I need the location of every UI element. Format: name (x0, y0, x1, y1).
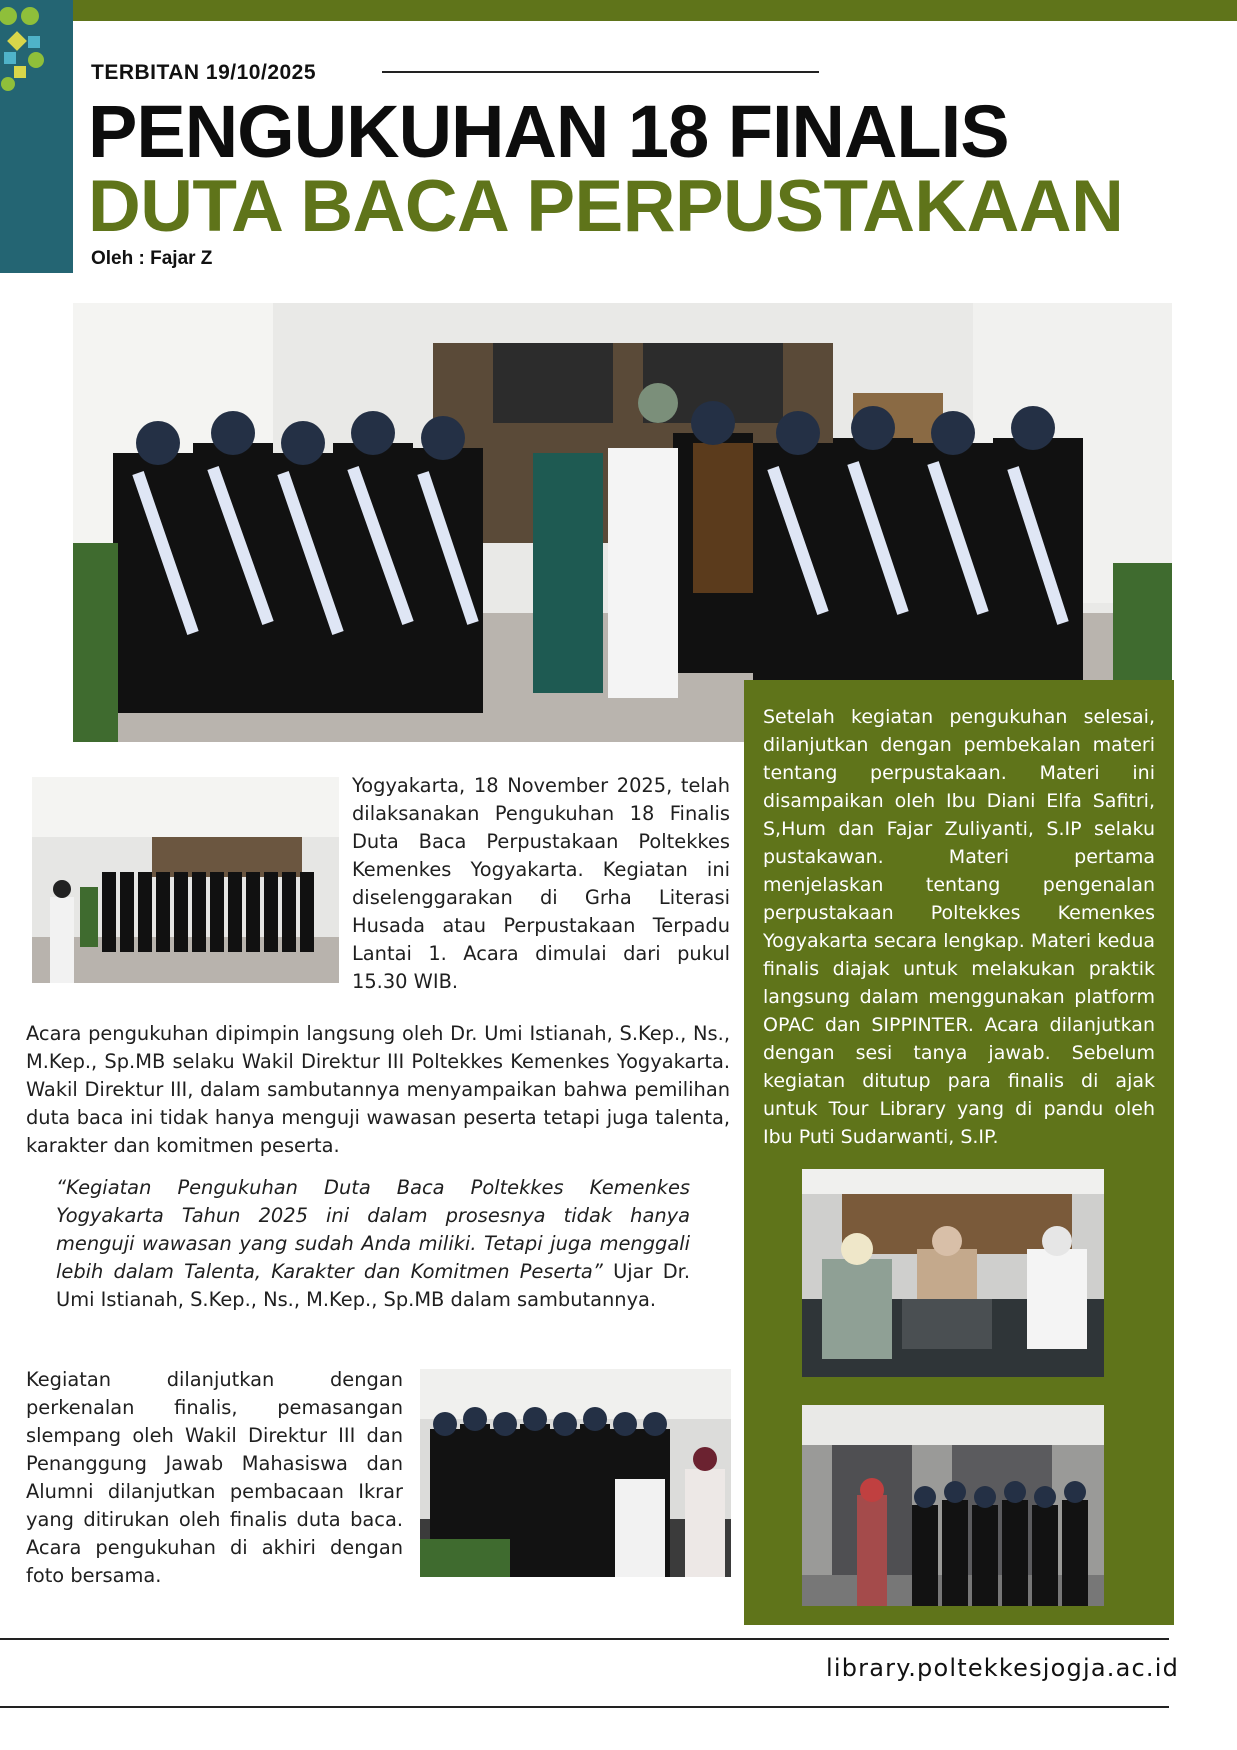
article-paragraph-1: Yogyakarta, 18 November 2025, telah dilaksanakan Pengukuhan 18 Finalis Duta Baca Perpustakaan Poltekkes Kemenkes Yogyakarta. Kegiatan ini diselenggarakan di Grha Literasi Husada atau Perpustakaan Terpadu Lantai 1. Acara dimulai dari pukul 15.30 WIB. (352, 774, 730, 993)
quote-text: “Kegiatan Pengukuhan Duta Baca Poltekkes Kemenkes Yogyakarta Tahun 2025 ini dalam prosesnya tidak hanya menguji wawasan yang sudah Anda miliki. Tetapi juga menggali lebih dalam Talenta, Karakter dan Komitmen Peserta” (56, 1176, 690, 1283)
group-photo (73, 303, 1172, 742)
sidebar-paragraph: Setelah kegiatan pengukuhan selesai, dilanjutkan dengan pembekalan materi tentang perpustakaan. Materi ini disampaikan oleh Ibu Diani Elfa Safitri, S,Hum dan Fajar Zuliyanti, S.IP selaku pustakawan. Materi pertama menjelaskan tentang pengenalan perpustakaan Poltekkes Kemenkes Yogyakarta secara lengkap. Materi kedua finalis diajak untuk melakukan praktik langsung dalam menggunakan platform OPAC dan SIPPINTER. Acara dilanjutkan dengan sesi tanya jawab. Sebelum kegiatan ditutup para finalis di ajak untuk Tour Library yang di pandu oleh Ibu Puti Sudarwanti, S.IP. (763, 706, 1155, 1148)
issue-divider (382, 71, 819, 73)
library-tour-photo (802, 1405, 1104, 1606)
sash-ceremony-photo (420, 1369, 731, 1577)
quote-attribution: Ujar Dr. Umi Istianah, S.Kep., Ns., M.Kep., Sp.MB dalam sambutannya. (56, 1260, 690, 1311)
footer-divider-bottom (0, 1706, 1169, 1708)
headline-line-2: DUTA BACA PERPUSTAKAAN (88, 166, 1124, 247)
article-paragraph-3: Kegiatan dilanjutkan dengan perkenalan finalis, pemasangan slempang oleh Wakil Direktur III dan Penanggung Jawab Mahasiswa dan Alumni dilanjutkan pembacaan Ikrar yang ditirukan oleh finalis duta baca. Acara pengukuhan di akhiri dengan foto bersama. (26, 1368, 403, 1587)
author-byline: Oleh : Fajar Z (91, 248, 213, 269)
finalists-lineup-photo (32, 777, 339, 983)
side-color-block (0, 0, 73, 273)
issue-date-label: TERBITAN 19/10/2025 (91, 61, 317, 84)
article-quote (56, 1174, 690, 1314)
footer-divider-top (0, 1638, 1169, 1640)
talk-session-photo (802, 1169, 1104, 1377)
top-accent-bar (0, 0, 1237, 21)
footer-website: library.poltekkesjogja.ac.id (826, 1654, 1180, 1682)
library-logo-icon (0, 0, 48, 96)
article-paragraph-2: Acara pengukuhan dipimpin langsung oleh Dr. Umi Istianah, S.Kep., Ns., M.Kep., Sp.MB selaku Wakil Direktur III Poltekkes Kemenkes Yogyakarta. Wakil Direktur III, dalam sambutannya menyampaikan bahwa pemilihan duta baca ini tidak hanya menguji wawasan peserta tetapi juga talenta, karakter dan komitmen peserta. (26, 1022, 730, 1157)
headline-line-1: PENGUKUHAN 18 FINALIS (88, 90, 1009, 173)
